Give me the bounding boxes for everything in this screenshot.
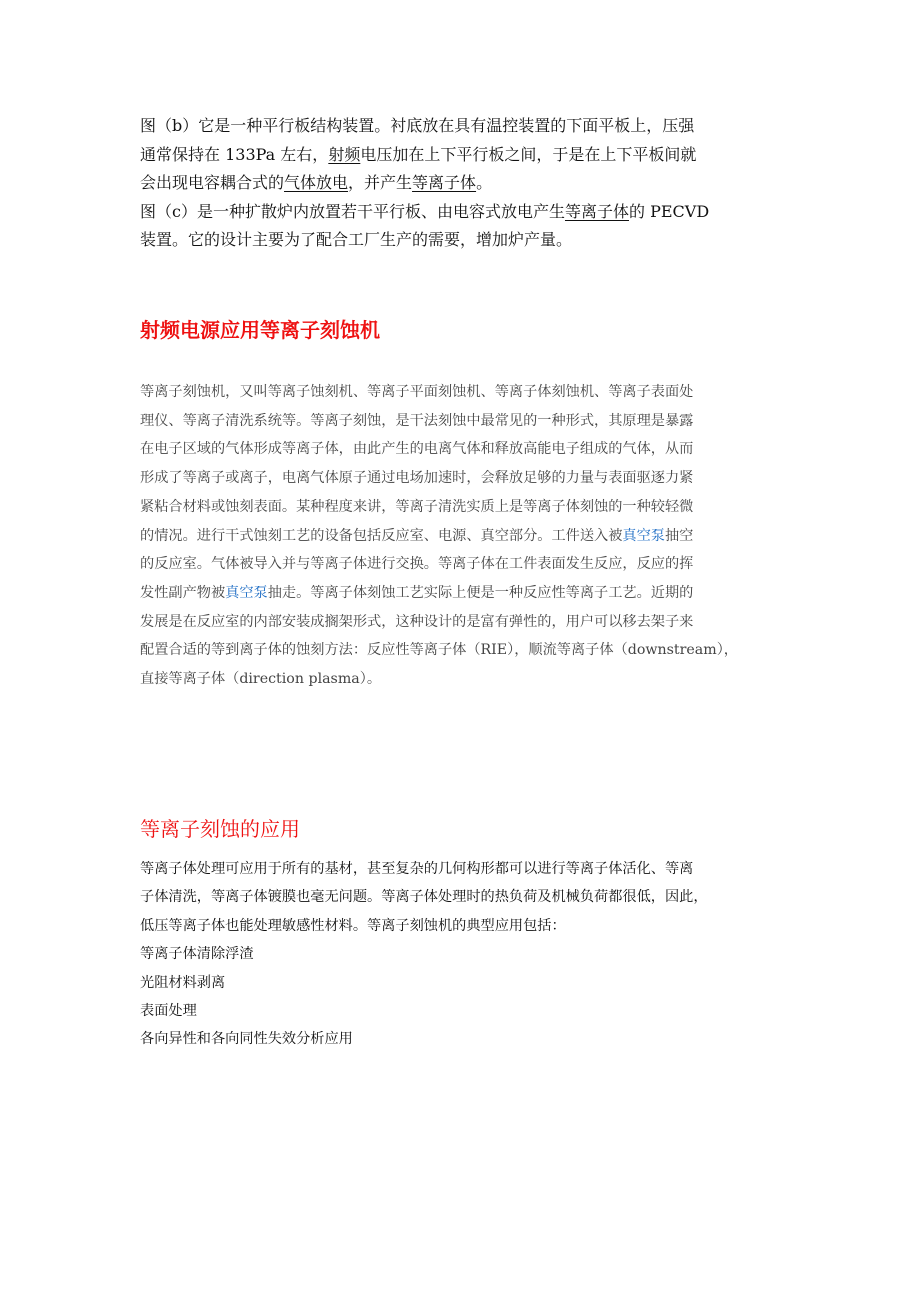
text-line: 的情况。进行干式蚀刻工艺的设备包括反应室、电源、真空部分。工件送入被真空泵抽空 — [140, 527, 694, 544]
text-line: 图（c）是一种扩散炉内放置若干平行板、由电容式放电产生等离子体的 PECVD — [140, 201, 710, 221]
paragraph-figure-b — [140, 112, 780, 255]
text-line: 发展是在反应室的内部安装成搁架形式，这种设计的是富有弹性的，用户可以移去架子来 — [140, 613, 694, 630]
list-item: 表面处理 — [140, 1003, 197, 1020]
list-item: 各向异性和各向同性失效分析应用 — [140, 1031, 353, 1048]
paragraph-applications — [140, 855, 780, 1054]
text-line: 等离子体处理可应用于所有的基材，甚至复杂的几何构形都可以进行等离子体活化、等离 — [140, 861, 694, 877]
section-heading-applications: 等离子刻蚀的应用 — [140, 817, 300, 841]
text-line: 等离子刻蚀机，又叫等离子蚀刻机、等离子平面刻蚀机、等离子体刻蚀机、等离子表面处 — [140, 384, 694, 400]
text-line: 配置合适的等到离子体的蚀刻方法：反应性等离子体（RIE），顺流等离子体（downstream）， — [140, 642, 738, 659]
vacuum-pump-link[interactable]: 真空泵 — [622, 527, 665, 544]
text-line: 直接等离子体（direction plasma）。 — [140, 671, 382, 688]
text-line: 理仪、等离子清洗系统等。等离子刻蚀，是干法刻蚀中最常见的一种形式，其原理是暴露 — [140, 412, 694, 429]
vacuum-pump-link[interactable]: 真空泵 — [225, 584, 268, 601]
text-line: 低压等离子体也能处理敏感性材料。等离子刻蚀机的典型应用包括： — [140, 917, 566, 934]
text-line: 子体清洗，等离子体镀膜也毫无问题。等离子体处理时的热负荷及机械负荷都很低，因此， — [140, 889, 708, 906]
text-line: 紧粘合材料或蚀刻表面。某种程度来讲，等离子清洗实质上是等离子体刻蚀的一种较轻微 — [140, 498, 694, 515]
gas-discharge-link[interactable]: 气体放电 — [284, 173, 349, 192]
section-heading-rf-etcher: 射频电源应用等离子刻蚀机 — [140, 320, 380, 342]
text-line: 图（b）它是一种平行板结构装置。衬底放在具有温控装置的下面平板上，压强 — [140, 116, 695, 135]
text-line: 装置。它的设计主要为了配合工厂生产的需要，增加炉产量。 — [140, 230, 573, 249]
paragraph-plasma-etching — [140, 378, 780, 694]
rf-link[interactable]: 射频 — [328, 144, 361, 164]
plasma-link[interactable]: 等离子体 — [564, 201, 629, 221]
text-line: 发性副产物被真空泵抽走。等离子体刻蚀工艺实际上便是一种反应性等离子工艺。近期的 — [140, 584, 694, 601]
text-line: 会出现电容耦合式的气体放电，并产生等离子体。 — [140, 173, 493, 192]
plasma-link[interactable]: 等离子体 — [412, 173, 477, 192]
list-item: 光阻材料剥离 — [140, 974, 226, 991]
text-line: 形成了等离子或离子，电离气体原子通过电场加速时，会释放足够的力量与表面驱逐力紧 — [140, 470, 694, 487]
text-line: 的反应室。气体被导入并与等离子体进行交换。等离子体在工件表面发生反应，反应的挥 — [140, 556, 694, 573]
text-line: 在电子区域的气体形成等离子体，由此产生的电离气体和释放高能电子组成的气体，从而 — [140, 441, 694, 458]
list-item: 等离子体清除浮渣 — [140, 946, 254, 963]
text-line: 通常保持在 133Pa 左右，射频电压加在上下平行板之间，于是在上下平板间就 — [140, 144, 697, 164]
